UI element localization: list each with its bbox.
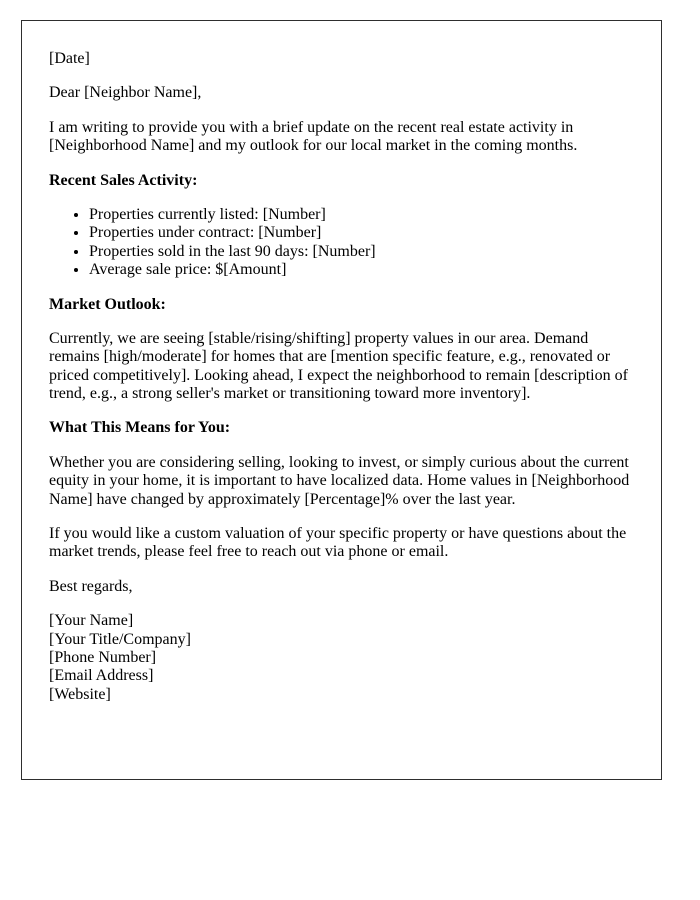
section-heading-what-this-means: What This Means for You:	[49, 419, 231, 437]
list-item-properties-sold: • Properties sold in the last 90 days: [Number]	[89, 243, 634, 261]
signature-email: [Email Address]	[49, 667, 154, 685]
what-this-means-paragraph-1: Whether you are considering selling, looking to invest, or simply curious about the current equity in your home, it is important to have localized data. Home values in [Neighborhood Name] have changed by approximately [Percentage]% over the last year.	[49, 453, 630, 508]
intro-paragraph: I am writing to provide you with a brief update on the recent real estate activity in [Neighborhood Name] and my outlook for our local market in the coming months.	[49, 118, 578, 155]
list-item-properties-listed: • Properties currently listed: [Number]	[89, 206, 634, 224]
salutation: Dear [Neighbor Name],	[49, 84, 202, 102]
date-placeholder: [Date]	[49, 50, 90, 67]
signature-block	[49, 612, 634, 704]
section-heading-recent-sales-activity: Recent Sales Activity:	[49, 171, 198, 189]
market-outlook-paragraph: Currently, we are seeing [stable/rising/shifting] property values in our area. Demand remains [high/moderate] for homes that are [mention specific feature, e.g., renovated or priced competitively]. Looking ahead, I expect the neighborhood to remain [description of trend, e.g., a strong seller's market or transitioning toward more inventory].	[49, 329, 628, 403]
letter-document	[21, 20, 662, 780]
signature-website: [Website]	[49, 685, 111, 703]
closing-line: Best regards,	[49, 577, 133, 595]
list-item-average-sale-price: • Average sale price: $[Amount]	[89, 261, 634, 279]
list-item-properties-under-contract: • Properties under contract: [Number]	[89, 224, 634, 242]
section-heading-market-outlook: Market Outlook:	[49, 295, 166, 313]
sales-activity-list	[49, 206, 634, 280]
signature-phone: [Phone Number]	[49, 648, 157, 666]
what-this-means-paragraph-2: If you would like a custom valuation of your specific property or have questions about the market trends, please feel free to reach out via phone or email.	[49, 525, 627, 561]
signature-title-company: [Your Title/Company]	[49, 630, 191, 648]
signature-name: [Your Name]	[49, 612, 134, 630]
